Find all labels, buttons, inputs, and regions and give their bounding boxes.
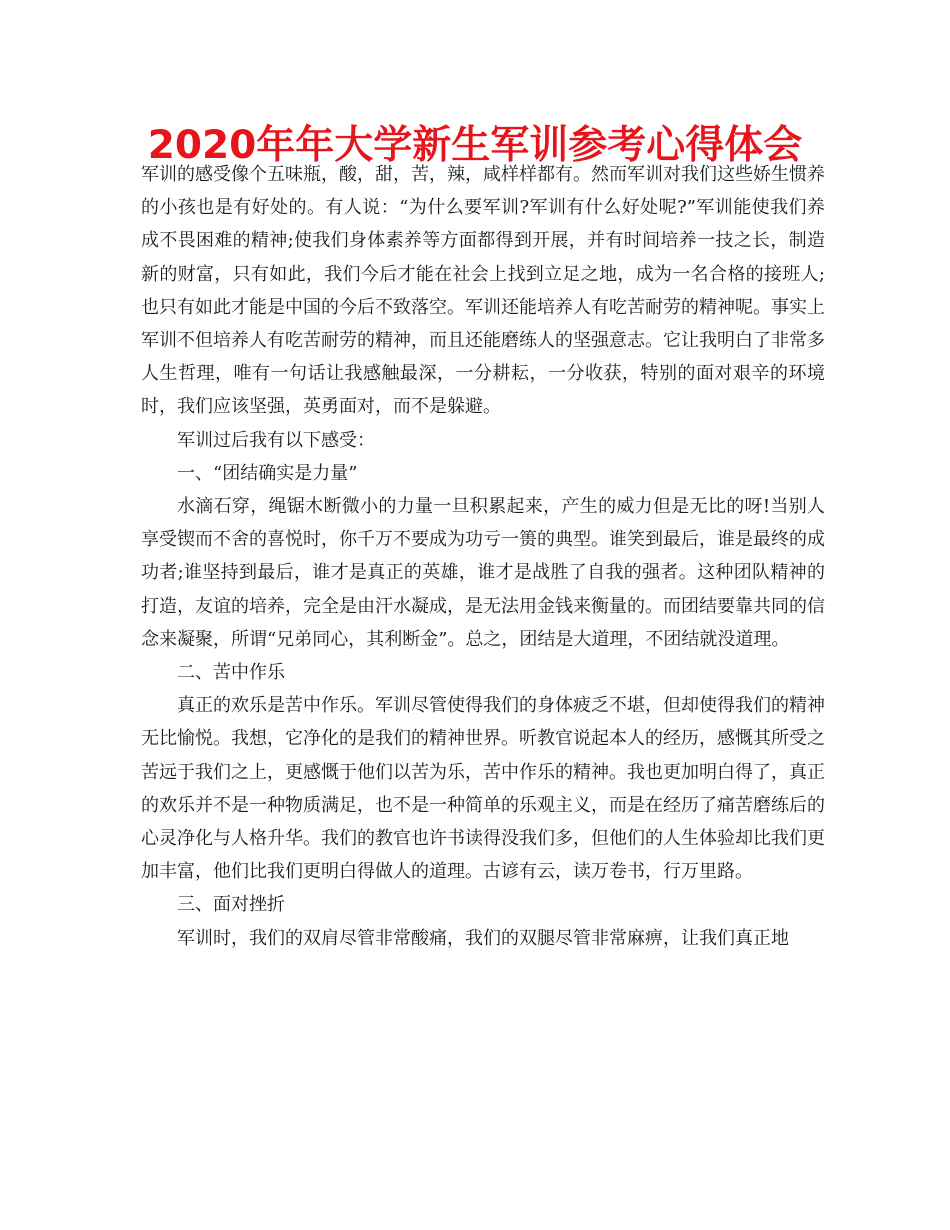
paragraph-unity: 水滴石穿，绳锯木断微小的力量一旦积累起来，产生的威力但是无比的呀!当别人享受锲而不舍的喜悦时，你千万不要成为功亏一篑的典型。谁笑到最后，谁是最终的成功者;谁坚持到最后，谁才是真正的英雄，谁才是战胜了自我的强者。这种团队精神的打造，友谊的培养，完全是由汗水凝成，是无法用金钱来衡量的。而团结要靠共同的信念来凝聚，所谓“兄弟同心，其利断金”。总之，团结是大道理，不团结就没道理。 [141,496,825,650]
section-heading-unity: 一、“团结确实是力量” [177,462,358,484]
document-body [141,158,825,955]
paragraph-feelings-lead: 军训过后我有以下感受： [177,429,375,451]
section-heading-joy-in-hardship: 二、苦中作乐 [177,662,285,684]
paragraph-intro: 军训的感受像个五味瓶，酸，甜，苦，辣，咸样样都有。然而军训对我们这些娇生惯养的小孩也是有好处的。有人说：“为什么要军训?军训有什么好处呢?”军训能使我们养成不畏困难的精神;使我们身体素养等方面都得到开展，并有时间培养一技之长，制造新的财富，只有如此，我们今后才能在社会上找到立足之地，成为一名合格的接班人;也只有如此才能是中国的今后不致落空。军训还能培养人有吃苦耐劳的精神呢。事实上军训不但培养人有吃苦耐劳的精神，而且还能磨练人的坚强意志。它让我明白了非常多人生哲理，唯有一句话让我感触最深，一分耕耘，一分收获，特别的面对艰辛的环境时，我们应该坚强，英勇面对，而不是躲避。 [141,164,825,418]
paragraph-facing-setbacks: 军训时，我们的双肩尽管非常酸痛，我们的双腿尽管非常麻痹，让我们真正地 [177,927,789,949]
document-title: 2020年年大学新生军训参考心得体会 [147,123,803,168]
section-heading-facing-setbacks: 三、面对挫折 [177,894,285,916]
paragraph-joy-in-hardship: 真正的欢乐是苦中作乐。军训尽管使得我们的身体疲乏不堪，但却使得我们的精神无比愉悦。我想，它净化的是我们的精神世界。听教官说起本人的经历，感慨其所受之苦远于我们之上，更感慨于他们以苦为乐，苦中作乐的精神。我也更加明白得了，真正的欢乐并不是一种物质满足，也不是一种简单的乐观主义，而是在经历了痛苦磨练后的心灵净化与人格升华。我们的教官也许书读得没我们多，但他们的人生体验却比我们更加丰富，他们比我们更明白得做人的道理。古谚有云，读万卷书，行万里路。 [141,695,825,883]
